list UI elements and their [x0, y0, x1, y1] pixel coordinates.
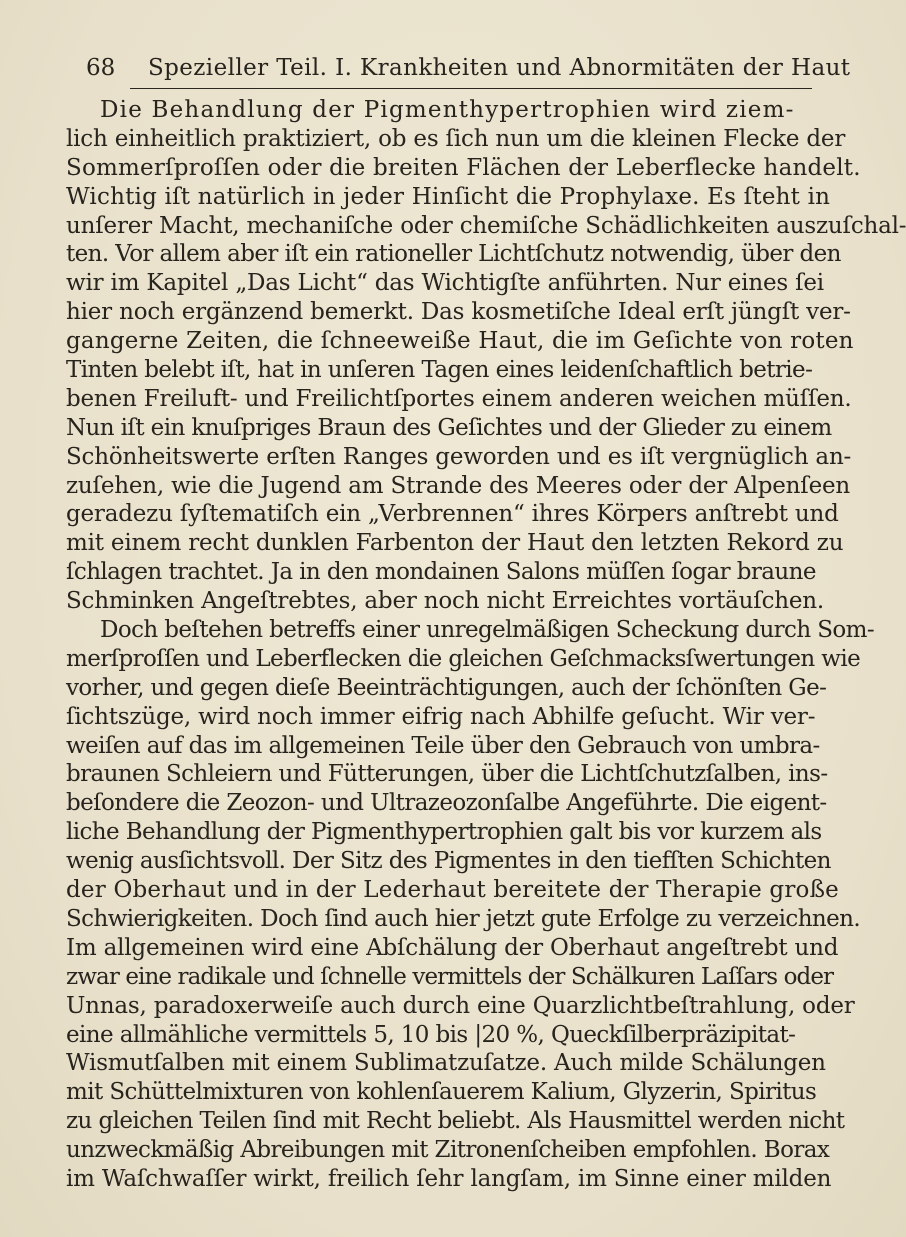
body-text — [66, 96, 906, 1194]
text-line: Tinten belebt iſt, hat in unſeren Tagen eines leidenſchaftlich betrie- — [66, 357, 813, 384]
text-line: lich einheitlich praktiziert, ob es ſich nun um die kleinen Flecke der — [66, 125, 846, 152]
text-line: ſchlagen trachtet. Ja in den mondainen Salons müſſen ſogar braune — [66, 559, 816, 586]
text-line: ten. Vor allem aber iſt ein rationeller Lichtſchutz notwendig, über den — [66, 241, 841, 268]
text-line: weiſen auf das im allgemeinen Teile über den Gebrauch von umbra- — [66, 732, 820, 759]
page-number: 68 — [86, 55, 116, 81]
text-line: eine allmähliche vermittels 5, 10 bis |20 %, Queckſilberpräzipitat- — [66, 1021, 796, 1048]
text-line: Schwierigkeiten. Doch ſind auch hier jetzt gute Erfolge zu verzeichnen. — [66, 905, 861, 932]
text-line: merſproſſen und Leberflecken die gleichen Geſchmacksſwertungen wie — [66, 645, 861, 672]
text-line: wir im Kapitel „Das Licht“ das Wichtigſte anführten. Nur eines ſei — [66, 270, 824, 297]
text-line: Im allgemeinen wird eine Abſchälung der Oberhaut angeſtrebt und — [66, 934, 839, 961]
text-line: Schminken Angeſtrebtes, aber noch nicht Erreichtes vortäuſchen. — [66, 588, 825, 615]
header-rule — [130, 88, 812, 89]
text-line: Doch beſtehen betreffs einer unregelmäßigen Scheckung durch Som- — [100, 617, 875, 644]
text-line: zu gleichen Teilen ſind mit Recht beliebt. Als Hausmittel werden nicht — [66, 1108, 845, 1135]
text-line: mit Schüttelmixturen von kohlenſauerem Kalium, Glyzerin, Spiritus — [66, 1079, 817, 1106]
page-header — [86, 52, 851, 92]
text-line: benen Freiluft- und Freilichtſportes einem anderen weichen müſſen. — [66, 385, 852, 412]
text-line: gangerne Zeiten, die ſchneeweiße Haut, die im Geſichte von roten — [66, 328, 854, 355]
text-line: wenig ausſichtsvoll. Der Sitz des Pigmentes in den tiefſten Schichten — [66, 848, 831, 875]
text-line: der Oberhaut und in der Lederhaut bereitete der Therapie große — [66, 877, 839, 904]
paragraph-1 — [66, 96, 906, 616]
text-line: geradezu ſyſtematiſch ein „Verbrennen“ ihres Körpers anſtrebt und — [66, 501, 839, 528]
text-line: hier noch ergänzend bemerkt. Das kosmetiſche Ideal erſt jüngſt ver- — [66, 299, 851, 326]
text-line: ſichtszüge, wird noch immer eifrig nach Abhilfe geſucht. Wir ver- — [66, 703, 816, 730]
text-line: vorher, und gegen dieſe Beeinträchtigungen, auch der ſchönſten Ge- — [66, 674, 827, 701]
text-line: mit einem recht dunklen Farbenton der Haut den letzten Rekord zu — [66, 530, 844, 557]
text-line: beſondere die Zeozon- und Ultrazeozonſalbe Angeführte. Die eigent- — [66, 790, 827, 817]
text-line: Wismutſalben mit einem Sublimatzuſatze. Auch milde Schälungen — [66, 1050, 826, 1077]
text-line: Unnas, paradoxerweiſe auch durch eine Quarzlichtbeſtrahlung, oder — [66, 992, 855, 1019]
paragraph-2 — [66, 616, 875, 1194]
text-line: Nun iſt ein knuſpriges Braun des Geſichtes und der Glieder zu einem — [66, 414, 832, 441]
text-line: Sommerſproſſen oder die breiten Flächen der Leberflecke handelt. — [66, 154, 861, 181]
text-line: braunen Schleiern und Fütterungen, über die Lichtſchutzſalben, ins- — [66, 761, 828, 788]
text-line: Schönheitswerte erſten Ranges geworden und es iſt vergnüglich an- — [66, 443, 852, 470]
text-line: Die Behandlung der Pigmenthypertrophien wird ziem- — [100, 97, 795, 123]
text-line: zuſehen, wie die Jugend am Strande des Meeres oder der Alpenſeen — [66, 472, 851, 499]
text-line: im Waſchwaſſer wirkt, freilich ſehr langſam, im Sinne einer milden — [66, 1165, 832, 1192]
text-line: unſerer Macht, mechaniſche oder chemiſche Schädlichkeiten auszuſchal- — [66, 212, 906, 239]
text-line: unzweckmäßig Abreibungen mit Zitronenſcheiben empfohlen. Borax — [66, 1137, 830, 1164]
text-line: Wichtig iſt natürlich in jeder Hinſicht die Prophylaxe. Es ſteht in — [66, 183, 831, 210]
running-title: Spezieller Teil. I. Krankheiten und Abnormitäten der Haut — [148, 55, 851, 81]
text-line: liche Behandlung der Pigmenthypertrophien galt bis vor kurzem als — [66, 819, 822, 846]
text-line: zwar eine radikale und ſchnelle vermittels der Schälkuren Laſſars oder — [66, 963, 834, 990]
